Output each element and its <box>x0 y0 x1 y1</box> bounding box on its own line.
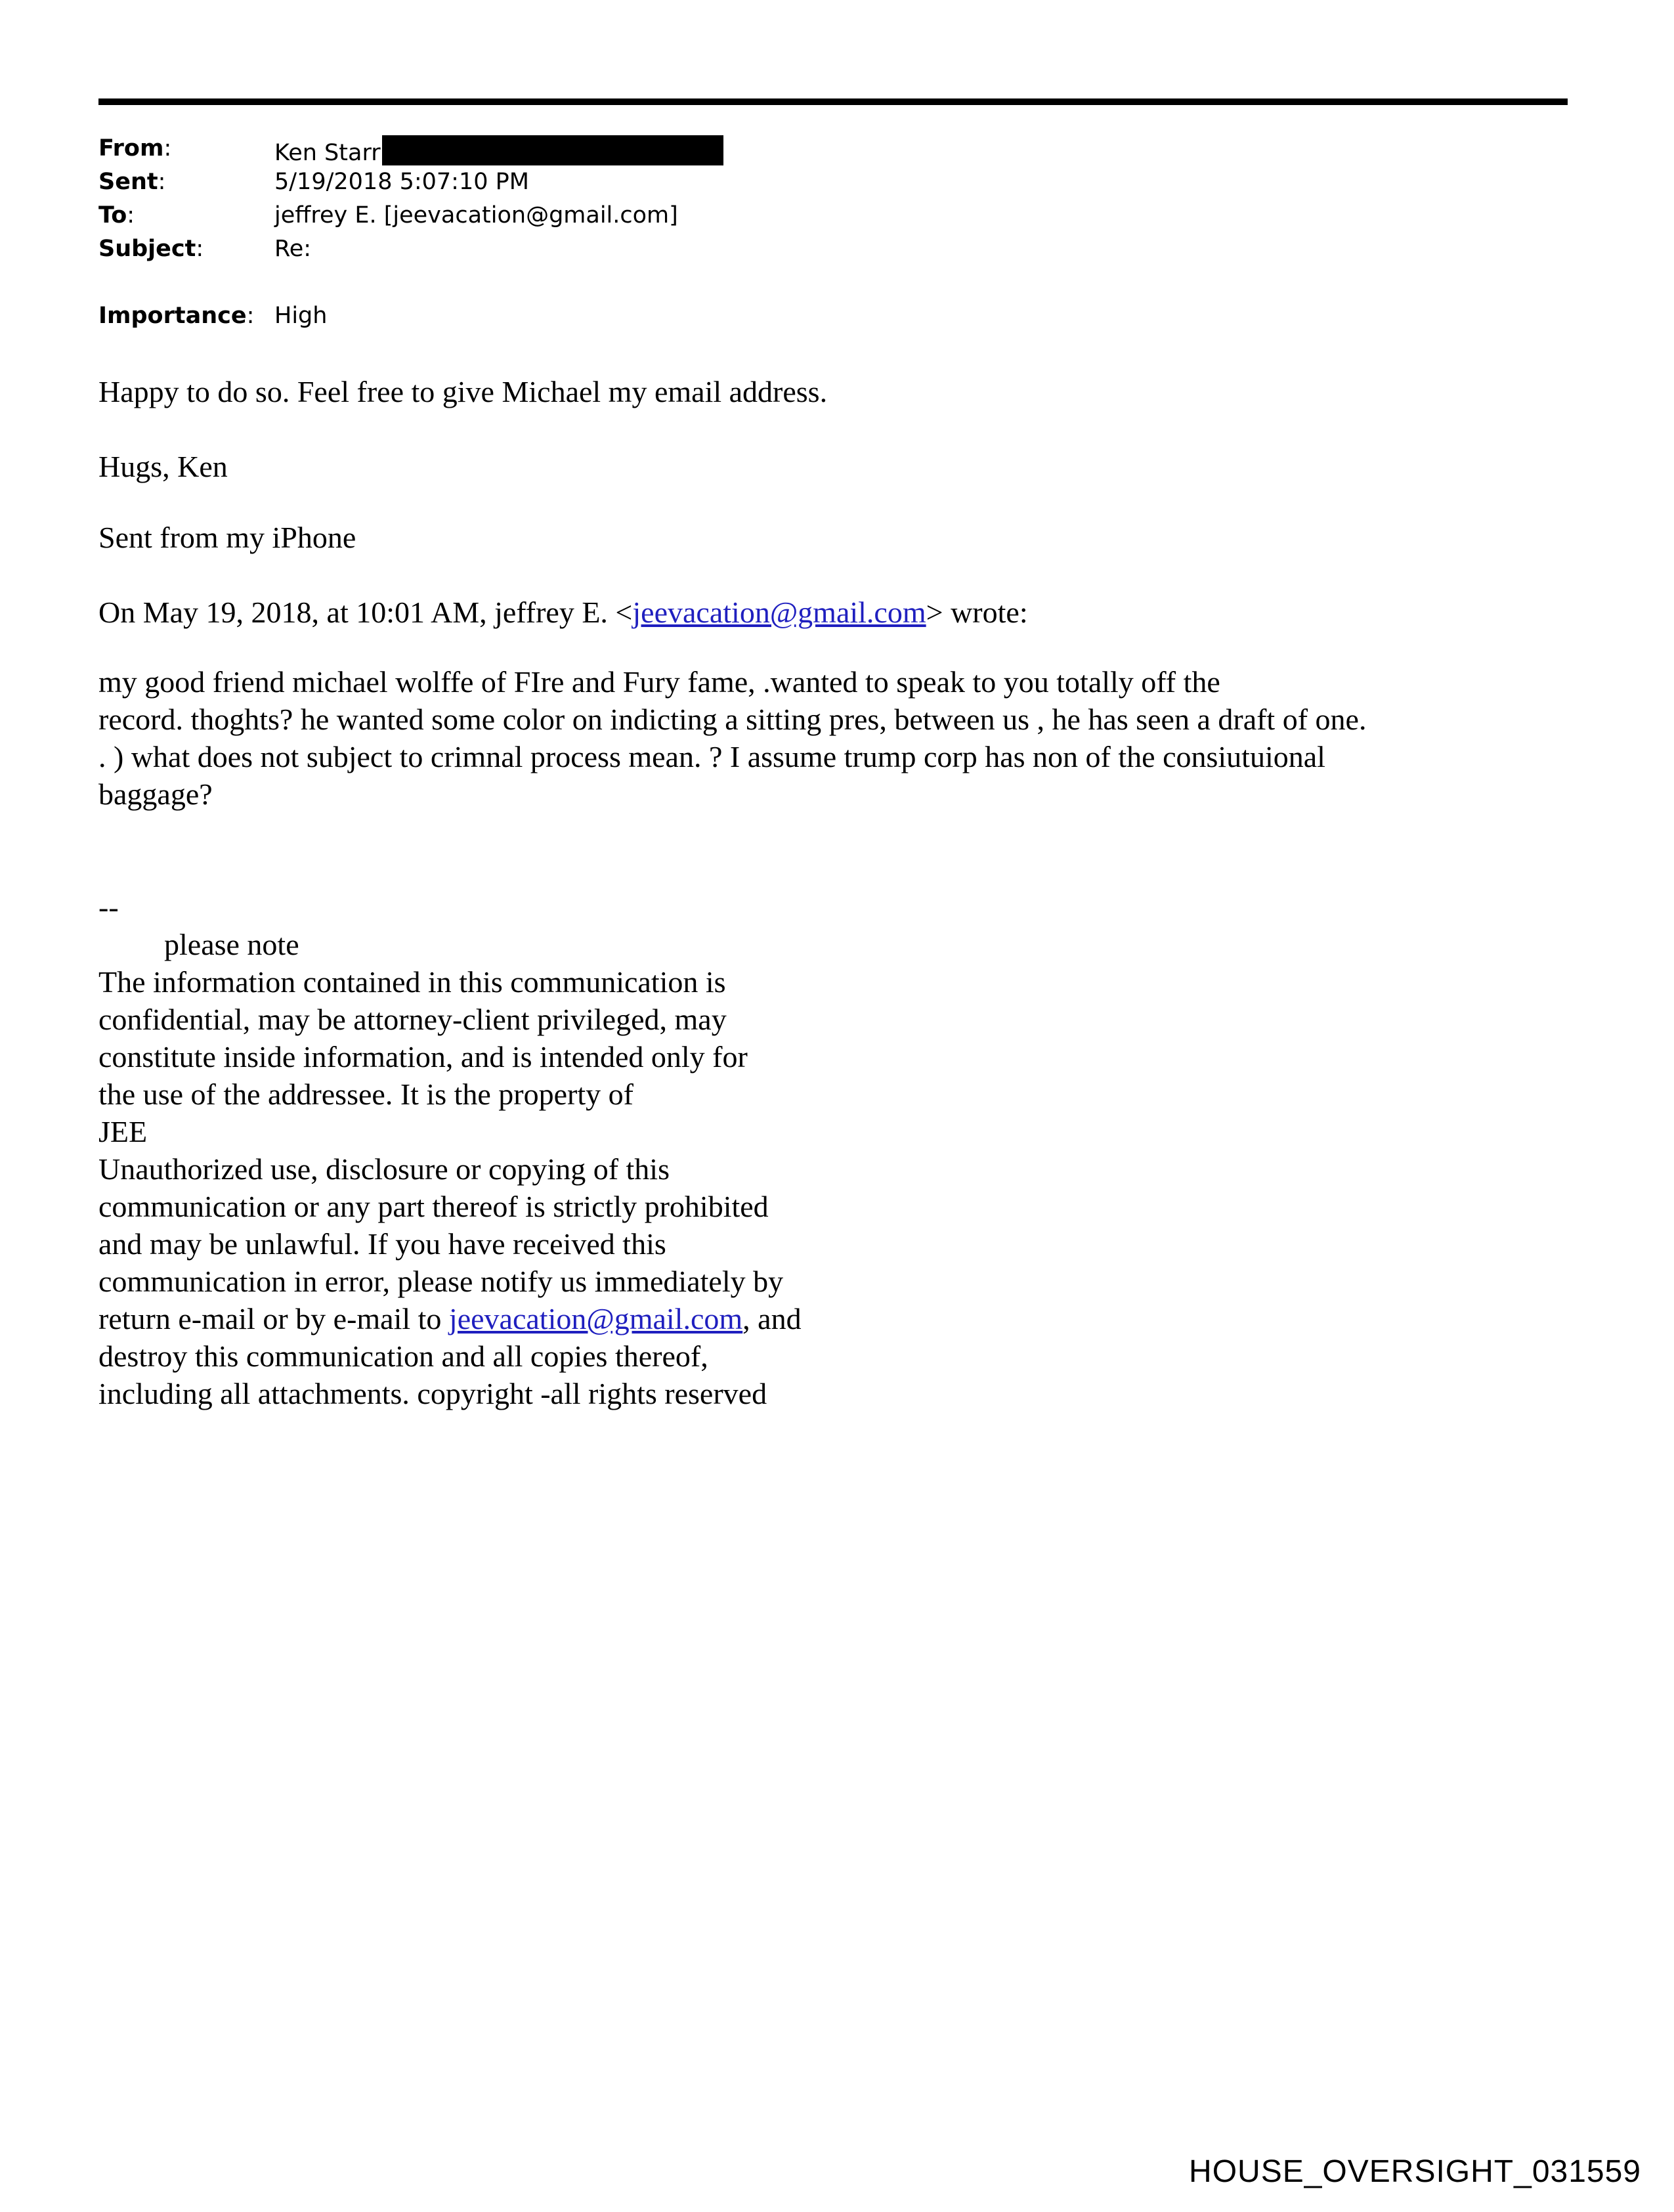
signature-dashes: -- <box>98 890 119 924</box>
disclaimer-line: and may be unlawful. If you have received this <box>98 1227 666 1261</box>
importance-label: Importance: <box>98 303 255 329</box>
from-value: Ken Starr <box>274 135 723 166</box>
reply-signature: Sent from my iPhone <box>98 521 356 554</box>
top-rule <box>98 98 1568 105</box>
to-label: To: <box>98 202 135 228</box>
disclaimer-line: communication or any part thereof is strictly prohibited <box>98 1190 769 1223</box>
subject-label: Subject: <box>98 236 204 262</box>
sender-email-link[interactable]: jeevacation@gmail.com <box>632 596 926 629</box>
sent-label: Sent: <box>98 169 166 195</box>
importance-value: High <box>274 303 328 329</box>
disclaimer-line: confidential, may be attorney-client privileged, may <box>98 1003 727 1036</box>
redaction-bar <box>382 135 723 165</box>
sent-value: 5/19/2018 5:07:10 PM <box>274 169 529 195</box>
disclaimer-line: The information contained in this communication is <box>98 965 726 999</box>
disclaimer-email-link[interactable]: jeevacation@gmail.com <box>448 1302 743 1335</box>
disclaimer-line: Unauthorized use, disclosure or copying of this <box>98 1152 670 1186</box>
quoted-line: record. thoghts? he wanted some color on indicting a sitting pres, between us , he has seen a draft of one. <box>98 703 1367 736</box>
disclaimer-note: please note <box>164 928 299 961</box>
subject-value: Re: <box>274 236 312 262</box>
quoted-line: my good friend michael wolffe of FIre and Fury fame, .wanted to speak to you totally off the <box>98 665 1220 699</box>
to-value: jeffrey E. [jeevacation@gmail.com] <box>274 202 678 228</box>
from-label: From: <box>98 135 172 162</box>
reply-line: Happy to do so. Feel free to give Michael my email address. <box>98 375 828 408</box>
disclaimer-line: communication in error, please notify us immediately by <box>98 1265 784 1298</box>
quoted-line: . ) what does not subject to crimnal process mean. ? I assume trump corp has non of the consiutuional <box>98 740 1325 773</box>
disclaimer-line: constitute inside information, and is intended only for <box>98 1040 748 1073</box>
disclaimer-line: destroy this communication and all copies thereof, <box>98 1339 708 1373</box>
disclaimer-return-line: return e-mail or by e-mail to jeevacation@gmail.com, and <box>98 1302 802 1335</box>
bates-number: HOUSE_OVERSIGHT_031559 <box>1189 2154 1641 2189</box>
disclaimer-line: including all attachments. copyright -all rights reserved <box>98 1377 767 1410</box>
disclaimer-line: JEE <box>98 1115 148 1148</box>
quoted-intro: On May 19, 2018, at 10:01 AM, jeffrey E. <jeevacation@gmail.com> wrote: <box>98 596 1028 629</box>
quoted-line: baggage? <box>98 777 213 811</box>
disclaimer-line: the use of the addressee. It is the property of <box>98 1077 633 1111</box>
reply-signoff: Hugs, Ken <box>98 450 228 483</box>
